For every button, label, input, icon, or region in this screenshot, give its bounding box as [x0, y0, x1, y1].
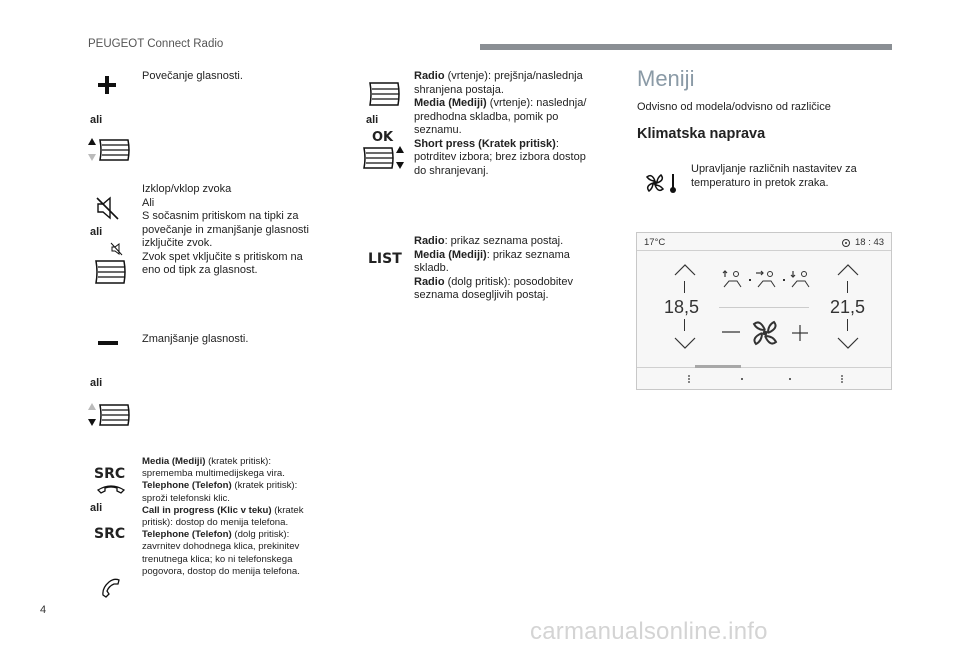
radio-desc: predhodna skladba, pomik po	[414, 110, 559, 123]
temp-right-tick	[847, 319, 848, 331]
clock: 18 : 43	[855, 237, 885, 248]
mute-line: Ali	[142, 196, 155, 209]
temp-right-up-button[interactable]	[836, 263, 860, 277]
src-desc: pogovora, dostop do menija telefona.	[142, 565, 300, 577]
src-desc: (kratek pritisk):	[231, 480, 298, 492]
screen-divider	[637, 250, 891, 251]
src-desc: sproži telefonski klic.	[142, 492, 230, 504]
or-label: ali	[90, 114, 103, 126]
src-term: Telephone (Telefon)	[142, 480, 232, 492]
steering-wheel-up-icon	[88, 137, 132, 163]
src-desc: trenutnega klica; ko ni telefonskega	[142, 553, 293, 565]
minus-icon	[97, 338, 119, 348]
or-label: ali	[90, 377, 103, 389]
src-term: Call in progress (Klic v teku)	[142, 504, 272, 516]
mute-description	[142, 183, 309, 278]
or-label: ali	[366, 114, 379, 126]
mute-line: izključite zvok.	[142, 237, 213, 249]
fan-increase-button[interactable]	[791, 324, 809, 342]
list-desc: seznama dosegljivih postaj.	[414, 289, 549, 301]
src-description	[142, 456, 304, 578]
temp-left-tick	[684, 319, 685, 331]
climate-line: Upravljanje različnih nastavitev za	[691, 163, 857, 175]
list-term: Radio	[414, 235, 445, 247]
temp-right: 21,5	[830, 297, 866, 317]
location-icon	[841, 238, 851, 248]
dot-icon[interactable]	[788, 377, 792, 381]
active-tab-indicator	[695, 365, 741, 368]
fan-decrease-button[interactable]	[721, 329, 741, 335]
mute-line: povečanje in zmanjšanje glasnosti	[142, 223, 309, 236]
src-desc: (kratek pritisk):	[205, 456, 272, 467]
radio-desc: :	[555, 137, 559, 150]
menu-dots-icon[interactable]	[840, 374, 844, 384]
steering-wheel-updown-icon	[362, 145, 406, 171]
mute-line: Izklop/vklop zvoka	[142, 183, 232, 195]
section-subtitle: Odvisno od modela/odvisno od različice	[637, 101, 831, 113]
src-desc: (kratek	[271, 504, 304, 516]
src-label: SRC	[94, 466, 126, 482]
climate-screen	[636, 232, 892, 390]
ok-label: OK	[372, 130, 394, 145]
air-face-icon[interactable]	[721, 269, 745, 291]
header-bar	[480, 44, 892, 50]
list-description	[414, 235, 573, 303]
src-desc: (dolg pritisk):	[231, 529, 290, 541]
list-desc: : prikaz seznama	[486, 248, 570, 261]
list-term: Radio	[414, 275, 445, 288]
src-term: Media (Mediji)	[142, 456, 206, 467]
mute-line: S sočasnim pritiskom na tipki za	[142, 210, 299, 222]
radio-term: Short press (Kratek pritisk)	[414, 137, 556, 150]
radio-desc: (vrtenje): naslednja/	[486, 97, 587, 109]
list-desc: (dolg pritisk): posodobitev	[444, 275, 573, 288]
src-desc: sprememba multimedijskega vira.	[142, 468, 285, 480]
list-desc: : prikaz seznama postaj.	[444, 235, 564, 247]
steering-wheel-icon	[94, 258, 126, 286]
temp-right-down-button[interactable]	[836, 336, 860, 350]
radio-desc: shranjena postaja.	[414, 83, 504, 96]
climate-heading: Klimatska naprava	[637, 126, 766, 142]
climate-description	[691, 163, 857, 190]
screen-separator	[719, 307, 809, 308]
mute-line: eno od tipk za glasnost.	[142, 264, 258, 276]
screen-bottom-divider	[637, 367, 891, 368]
running-header: PEUGEOT Connect Radio	[88, 38, 224, 50]
phone-icon	[100, 578, 122, 598]
list-label: LIST	[368, 251, 402, 267]
volume-up-text: Povečanje glasnosti.	[142, 70, 243, 82]
fan-icon	[749, 317, 781, 349]
radio-description	[414, 70, 586, 178]
radio-desc: do shranjevanj.	[414, 164, 489, 177]
air-feet-icon[interactable]	[789, 269, 813, 291]
page-number: 4	[40, 604, 47, 616]
mute-line: Zvok spet vključite s pritiskom na	[142, 250, 303, 263]
air-face-feet-icon[interactable]	[755, 269, 779, 291]
section-title: Meniji	[637, 66, 695, 91]
or-label: ali	[90, 226, 103, 238]
plus-icon	[96, 74, 118, 96]
outside-temperature: 17°C	[644, 237, 666, 248]
src-term: Telephone (Telefon)	[142, 529, 232, 541]
radio-term: Media (Mediji)	[414, 97, 487, 109]
radio-term: Radio	[414, 70, 445, 82]
src-desc: pritisk): dostop do menija telefona.	[142, 517, 289, 529]
list-desc: skladb.	[414, 262, 449, 274]
radio-desc: potrditev izbora; brez izbora dostop	[414, 151, 586, 163]
climate-line: temperaturo in pretok zraka.	[691, 176, 829, 189]
list-term: Media (Mediji)	[414, 248, 487, 261]
radio-desc: (vrtenje): prejšnja/naslednja	[444, 70, 583, 82]
dot	[783, 279, 785, 281]
dot-icon[interactable]	[740, 377, 744, 381]
temp-left-up-button[interactable]	[673, 263, 697, 277]
src-label: SRC	[94, 526, 126, 542]
dot	[749, 279, 751, 281]
menu-dots-icon[interactable]	[687, 374, 691, 384]
mute-icon	[94, 195, 122, 221]
phone-hang-icon	[96, 483, 126, 495]
temp-left-tick	[684, 281, 685, 293]
small-mute-icon	[110, 242, 124, 256]
steering-wheel-down-icon	[88, 402, 132, 428]
watermark: carmanualsonline.info	[530, 618, 768, 645]
or-label: ali	[90, 502, 103, 514]
temp-left: 18,5	[664, 297, 700, 317]
temp-left-down-button[interactable]	[673, 336, 697, 350]
temp-right-tick	[847, 281, 848, 293]
volume-down-text: Zmanjšanje glasnosti.	[142, 333, 249, 345]
climate-icon	[644, 171, 684, 195]
steering-wheel-icon	[368, 80, 400, 108]
radio-desc: seznamu.	[414, 124, 462, 136]
src-desc: zavrnitev dohodnega klica, prekinitev	[142, 541, 300, 553]
